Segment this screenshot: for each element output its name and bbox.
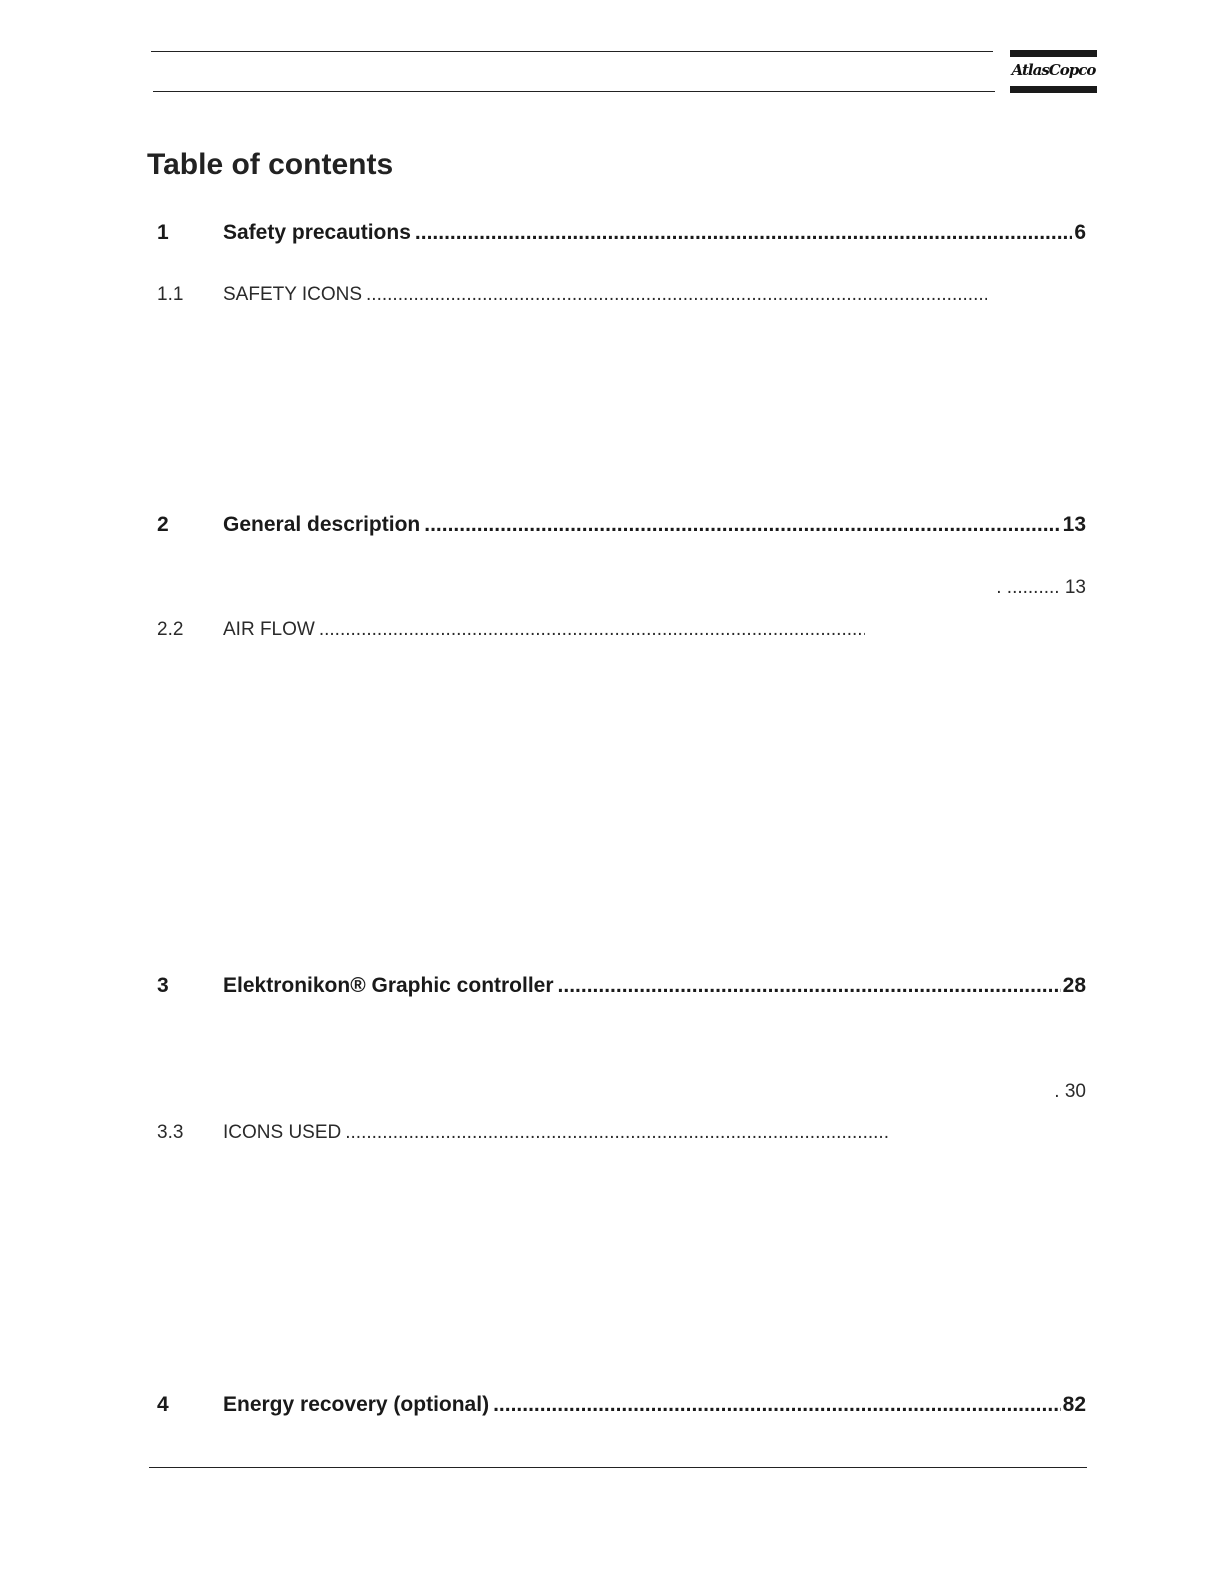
toc-number: 1.1 — [157, 284, 184, 305]
toc-label: General description — [223, 513, 421, 536]
logo-text: AtlasCopco — [1011, 61, 1096, 79]
toc-entry-3[interactable] — [157, 974, 1086, 1002]
toc-fragment-page: . 30 — [1054, 1081, 1086, 1102]
toc-entry-1[interactable] — [157, 221, 1086, 249]
toc-label: SAFETY ICONS — [223, 284, 363, 305]
toc-entry-1-1[interactable] — [157, 284, 987, 312]
toc-leader — [415, 221, 1072, 245]
toc-entry-2[interactable] — [157, 513, 1086, 541]
toc-fragment-page: . .......... 13 — [996, 577, 1086, 598]
toc-leader — [493, 1393, 1061, 1417]
toc-number: 2 — [157, 513, 169, 536]
toc-entry-4[interactable] — [157, 1393, 1086, 1421]
toc-leader — [345, 1122, 888, 1144]
header-rule-bottom — [153, 91, 995, 92]
toc-number: 3.3 — [157, 1122, 184, 1143]
footer-rule — [149, 1467, 1087, 1468]
toc-label: Elektronikon® Graphic controller — [223, 974, 554, 997]
toc-leader — [424, 513, 1060, 537]
toc-number: 4 — [157, 1393, 169, 1416]
toc-leader — [366, 284, 987, 306]
toc-page: 13 — [1062, 513, 1086, 536]
toc-label: AIR FLOW — [223, 619, 315, 640]
toc-page: 28 — [1062, 974, 1086, 997]
toc-entry-3-3[interactable] — [157, 1122, 888, 1150]
toc-label: Safety precautions — [223, 221, 411, 244]
header-rule-top — [151, 51, 993, 52]
toc-label: ICONS USED — [223, 1122, 342, 1143]
toc-entry-2-2[interactable] — [157, 619, 865, 647]
toc-leader — [558, 974, 1061, 998]
toc-number: 3 — [157, 974, 169, 997]
toc-page: 82 — [1062, 1393, 1086, 1416]
page-title: Table of contents — [147, 148, 394, 181]
toc-leader — [319, 619, 865, 641]
company-logo — [1010, 50, 1097, 94]
toc-page: 6 — [1074, 221, 1086, 244]
toc-label: Energy recovery (optional) — [223, 1393, 490, 1416]
toc-number: 2.2 — [157, 619, 184, 640]
toc-number: 1 — [157, 221, 169, 244]
